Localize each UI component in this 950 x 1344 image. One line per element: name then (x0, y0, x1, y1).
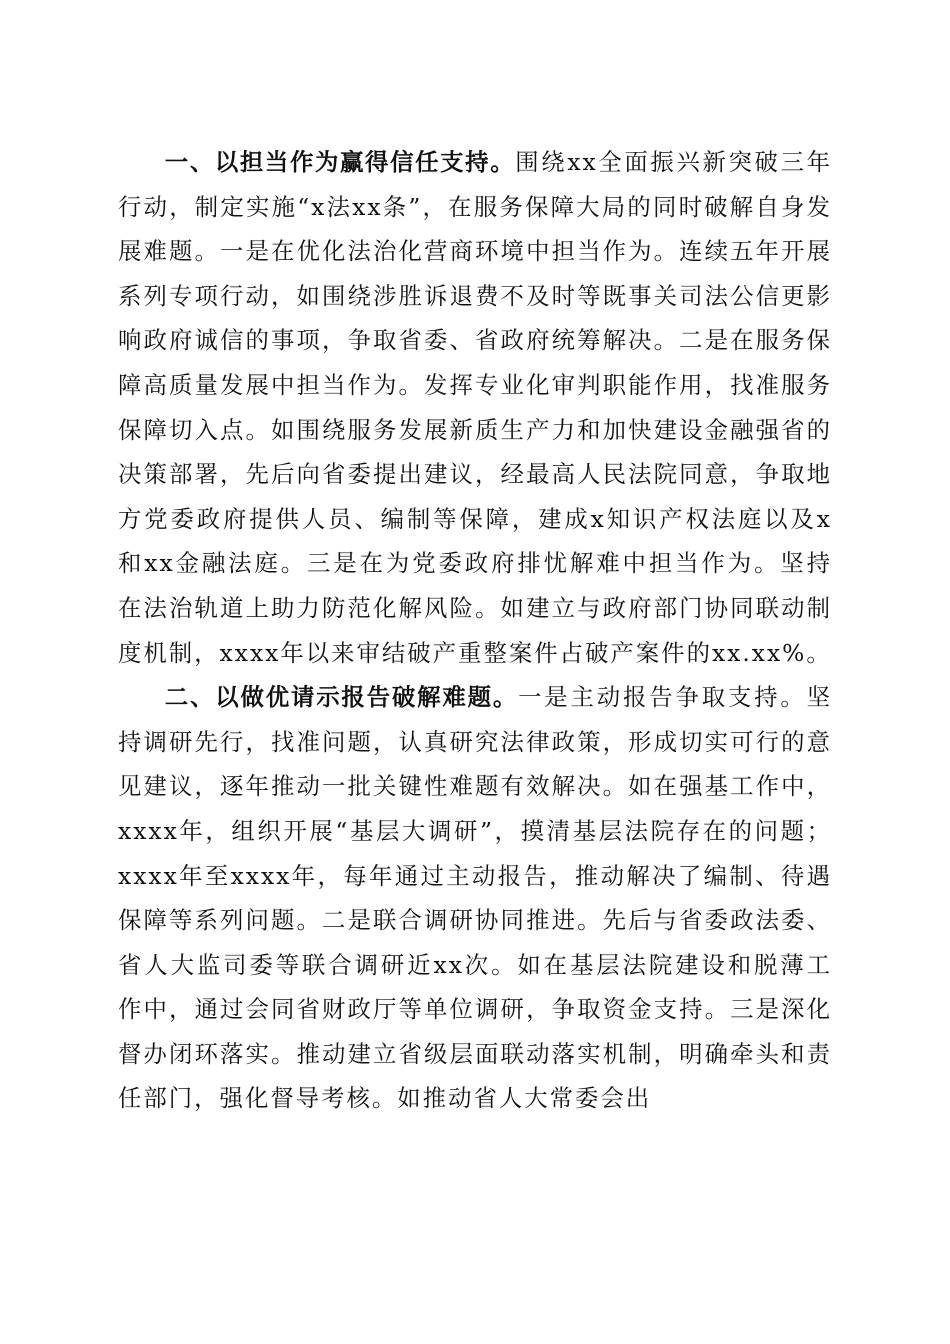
document-body (118, 140, 832, 1121)
paragraph-2-heading: 二、以做优请示报告破解难题。 (164, 683, 519, 712)
paragraph-1-text: 围绕xx全面振兴新突破三年行动，制定实施“x法xx条”，在服务保障大局的同时破解自身发展难题。一是在优化法治化营商环境中担当作为。连续五年开展系列专项行动，如围绕涉胜诉退费不及时等既事关司法公信更影响政府诚信的事项，争取省委、省政府统筹解决。二是在服务保障高质量发展中担当作为。发挥专业化审判职能作用，找准服务保障切入点。如围绕服务发展新质生产力和加快建设金融强省的决策部署，先后向省委提出建议，经最高人民法院同意，争取地方党委政府提供人员、编制等保障，建成x知识产权法庭以及x和xx金融法庭。三是在为党委政府排忧解难中担当作为。坚持在法治轨道上助力防范化解风险。如建立与政府部门协同联动制度机制，xxxx年以来审结破产重整案件占破产案件的xx.xx%。 (118, 148, 833, 667)
paragraph-2 (118, 675, 832, 1121)
paragraph-1-heading: 一、以担当作为赢得信任支持。 (164, 148, 516, 176)
paragraph-2-text: 一是主动报告争取支持。坚持调研先行，找准问题，认真研究法律政策，形成切实可行的意见建议，逐年推动一批关键性难题有效解决。如在强基工作中，xxxx年，组织开展“基层大调研”，摸清基层法院存在的问题；xxxx年至xxxx年，每年通过主动报告，推动解决了编制、待遇保障等系列问题。二是联合调研协同推进。先后与省委政法委、省人大监司委等联合调研近xx次。如在基层法院建设和脱薄工作中，通过会同省财政厅等单位调研，争取资金支持。三是深化督办闭环落实。推动建立省级层面联动落实机制，明确牵头和责任部门，强化督导考核。如推动省人大常委会出 (118, 683, 833, 1113)
paragraph-1 (118, 140, 832, 675)
